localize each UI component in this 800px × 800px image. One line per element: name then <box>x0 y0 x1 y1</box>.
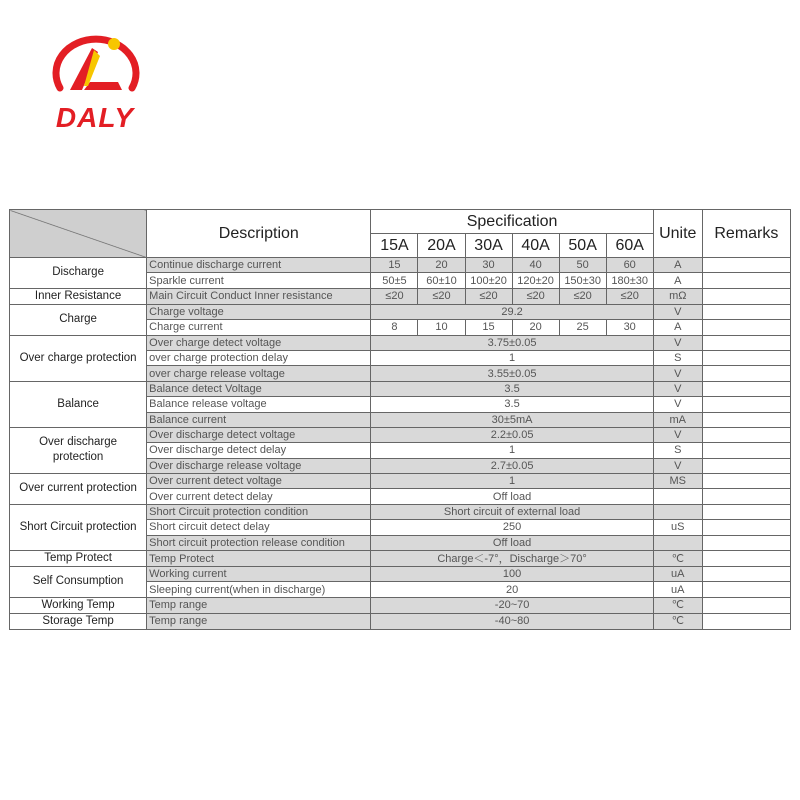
table-row <box>10 597 791 613</box>
description-cell: Charge current <box>147 320 371 335</box>
header-model: 60A <box>606 234 653 258</box>
value-cell: 3.75±0.05 <box>371 335 653 350</box>
value-cell: Off load <box>371 535 653 550</box>
value-cell: 1 <box>371 474 653 489</box>
unit-cell: A <box>653 258 702 273</box>
unit-cell: V <box>653 381 702 396</box>
unit-cell: ℃ <box>653 613 702 629</box>
description-cell: Over current detect voltage <box>147 474 371 489</box>
unit-cell: uS <box>653 520 702 535</box>
unit-cell: S <box>653 443 702 458</box>
header-unit: Unite <box>653 210 702 258</box>
table-row <box>10 474 791 489</box>
remarks-cell <box>702 567 790 582</box>
unit-cell: mA <box>653 412 702 427</box>
description-cell: Temp range <box>147 613 371 629</box>
unit-cell: V <box>653 458 702 473</box>
description-cell: Sparkle current <box>147 273 371 288</box>
remarks-cell <box>702 489 790 504</box>
remarks-cell <box>702 273 790 288</box>
value-cell: 2.7±0.05 <box>371 458 653 473</box>
value-cell: 20 <box>512 320 559 335</box>
category-cell: Storage Temp <box>10 613 147 629</box>
remarks-cell <box>702 397 790 412</box>
category-cell: Short Circuit protection <box>10 504 147 550</box>
table-row <box>10 567 791 582</box>
unit-cell: S <box>653 350 702 365</box>
category-cell: Self Consumption <box>10 567 147 598</box>
remarks-cell <box>702 443 790 458</box>
value-cell: 15 <box>465 320 512 335</box>
unit-cell: MS <box>653 474 702 489</box>
unit-cell <box>653 489 702 504</box>
remarks-cell <box>702 474 790 489</box>
remarks-cell <box>702 551 790 567</box>
table-row <box>10 258 791 273</box>
header-remarks: Remarks <box>702 210 790 258</box>
description-cell: Over discharge detect delay <box>147 443 371 458</box>
value-cell: 3.5 <box>371 397 653 412</box>
value-cell: Short circuit of external load <box>371 504 653 519</box>
value-cell: 15 <box>371 258 418 273</box>
category-cell: Working Temp <box>10 597 147 613</box>
description-cell: Short Circuit protection condition <box>147 504 371 519</box>
header-model: 30A <box>465 234 512 258</box>
description-cell: Balance current <box>147 412 371 427</box>
remarks-cell <box>702 304 790 319</box>
remarks-cell <box>702 320 790 335</box>
header-model: 20A <box>418 234 465 258</box>
value-cell: 100±20 <box>465 273 512 288</box>
description-cell: Sleeping current(when in discharge) <box>147 582 371 597</box>
remarks-cell <box>702 613 790 629</box>
logo-text: DALY <box>55 102 135 133</box>
value-cell: 150±30 <box>559 273 606 288</box>
value-cell: 20 <box>418 258 465 273</box>
daly-emblem-icon <box>40 30 150 105</box>
value-cell: 2.2±0.05 <box>371 427 653 442</box>
value-cell: ≤20 <box>606 288 653 304</box>
remarks-cell <box>702 381 790 396</box>
description-cell: over charge protection delay <box>147 350 371 365</box>
remarks-cell <box>702 412 790 427</box>
unit-cell: A <box>653 273 702 288</box>
remarks-cell <box>702 520 790 535</box>
value-cell: 29.2 <box>371 304 653 319</box>
value-cell: ≤20 <box>465 288 512 304</box>
remarks-cell <box>702 504 790 519</box>
header-model: 50A <box>559 234 606 258</box>
category-cell: Over current protection <box>10 474 147 505</box>
value-cell: Charge＜-7°，Discharge＞70° <box>371 551 653 567</box>
value-cell: 25 <box>559 320 606 335</box>
category-cell: Temp Protect <box>10 551 147 567</box>
table-row <box>10 304 791 319</box>
value-cell: 30 <box>606 320 653 335</box>
table-row <box>10 551 791 567</box>
unit-cell: ℃ <box>653 551 702 567</box>
description-cell: Temp range <box>147 597 371 613</box>
unit-cell: V <box>653 304 702 319</box>
remarks-cell <box>702 597 790 613</box>
description-cell: Over charge detect voltage <box>147 335 371 350</box>
value-cell: 50 <box>559 258 606 273</box>
description-cell: Main Circuit Conduct Inner resistance <box>147 288 371 304</box>
description-cell: Continue discharge current <box>147 258 371 273</box>
description-cell: Working current <box>147 567 371 582</box>
category-cell: Inner Resistance <box>10 288 147 304</box>
description-cell: Over discharge release voltage <box>147 458 371 473</box>
category-cell: Balance <box>10 381 147 427</box>
unit-cell: mΩ <box>653 288 702 304</box>
remarks-cell <box>702 582 790 597</box>
remarks-cell <box>702 366 790 381</box>
table-row <box>10 335 791 350</box>
value-cell: -40~80 <box>371 613 653 629</box>
category-cell: Charge <box>10 304 147 335</box>
header-description: Description <box>147 210 371 258</box>
value-cell: ≤20 <box>371 288 418 304</box>
unit-cell: ℃ <box>653 597 702 613</box>
description-cell: Charge voltage <box>147 304 371 319</box>
header-model: 40A <box>512 234 559 258</box>
table-row <box>10 381 791 396</box>
value-cell: 8 <box>371 320 418 335</box>
daly-logo <box>40 30 150 133</box>
value-cell: 60 <box>606 258 653 273</box>
value-cell: ≤20 <box>559 288 606 304</box>
unit-cell <box>653 504 702 519</box>
value-cell: 50±5 <box>371 273 418 288</box>
value-cell: 1 <box>371 350 653 365</box>
description-cell: Over discharge detect voltage <box>147 427 371 442</box>
remarks-cell <box>702 427 790 442</box>
unit-cell: A <box>653 320 702 335</box>
table-row <box>10 288 791 304</box>
value-cell: 250 <box>371 520 653 535</box>
remarks-cell <box>702 350 790 365</box>
value-cell: 20 <box>371 582 653 597</box>
table-row <box>10 504 791 519</box>
value-cell: 3.55±0.05 <box>371 366 653 381</box>
value-cell: 60±10 <box>418 273 465 288</box>
description-cell: over charge release voltage <box>147 366 371 381</box>
value-cell: 40 <box>512 258 559 273</box>
unit-cell: V <box>653 397 702 412</box>
table-row <box>10 613 791 629</box>
remarks-cell <box>702 335 790 350</box>
value-cell: 30 <box>465 258 512 273</box>
header-specification: Specification <box>371 210 653 234</box>
value-cell: Off load <box>371 489 653 504</box>
unit-cell: uA <box>653 582 702 597</box>
remarks-cell <box>702 535 790 550</box>
description-cell: Short circuit protection release condition <box>147 535 371 550</box>
value-cell: 100 <box>371 567 653 582</box>
unit-cell: V <box>653 366 702 381</box>
table-row <box>10 427 791 442</box>
remarks-cell <box>702 458 790 473</box>
value-cell: 120±20 <box>512 273 559 288</box>
description-cell: Balance release voltage <box>147 397 371 412</box>
unit-cell: V <box>653 427 702 442</box>
value-cell: 3.5 <box>371 381 653 396</box>
unit-cell <box>653 535 702 550</box>
category-cell: Over charge protection <box>10 335 147 381</box>
description-cell: Short circuit detect delay <box>147 520 371 535</box>
category-cell: Over discharge protection <box>10 427 147 473</box>
remarks-cell <box>702 288 790 304</box>
value-cell: 1 <box>371 443 653 458</box>
unit-cell: V <box>653 335 702 350</box>
value-cell: ≤20 <box>418 288 465 304</box>
header-corner-cell <box>10 210 147 258</box>
value-cell: 10 <box>418 320 465 335</box>
description-cell: Over current detect delay <box>147 489 371 504</box>
value-cell: 180±30 <box>606 273 653 288</box>
description-cell: Balance detect Voltage <box>147 381 371 396</box>
unit-cell: uA <box>653 567 702 582</box>
header-model: 15A <box>371 234 418 258</box>
category-cell: Discharge <box>10 258 147 289</box>
value-cell: 30±5mA <box>371 412 653 427</box>
remarks-cell <box>702 258 790 273</box>
description-cell: Temp Protect <box>147 551 371 567</box>
spec-table <box>9 209 791 630</box>
value-cell: ≤20 <box>512 288 559 304</box>
value-cell: -20~70 <box>371 597 653 613</box>
